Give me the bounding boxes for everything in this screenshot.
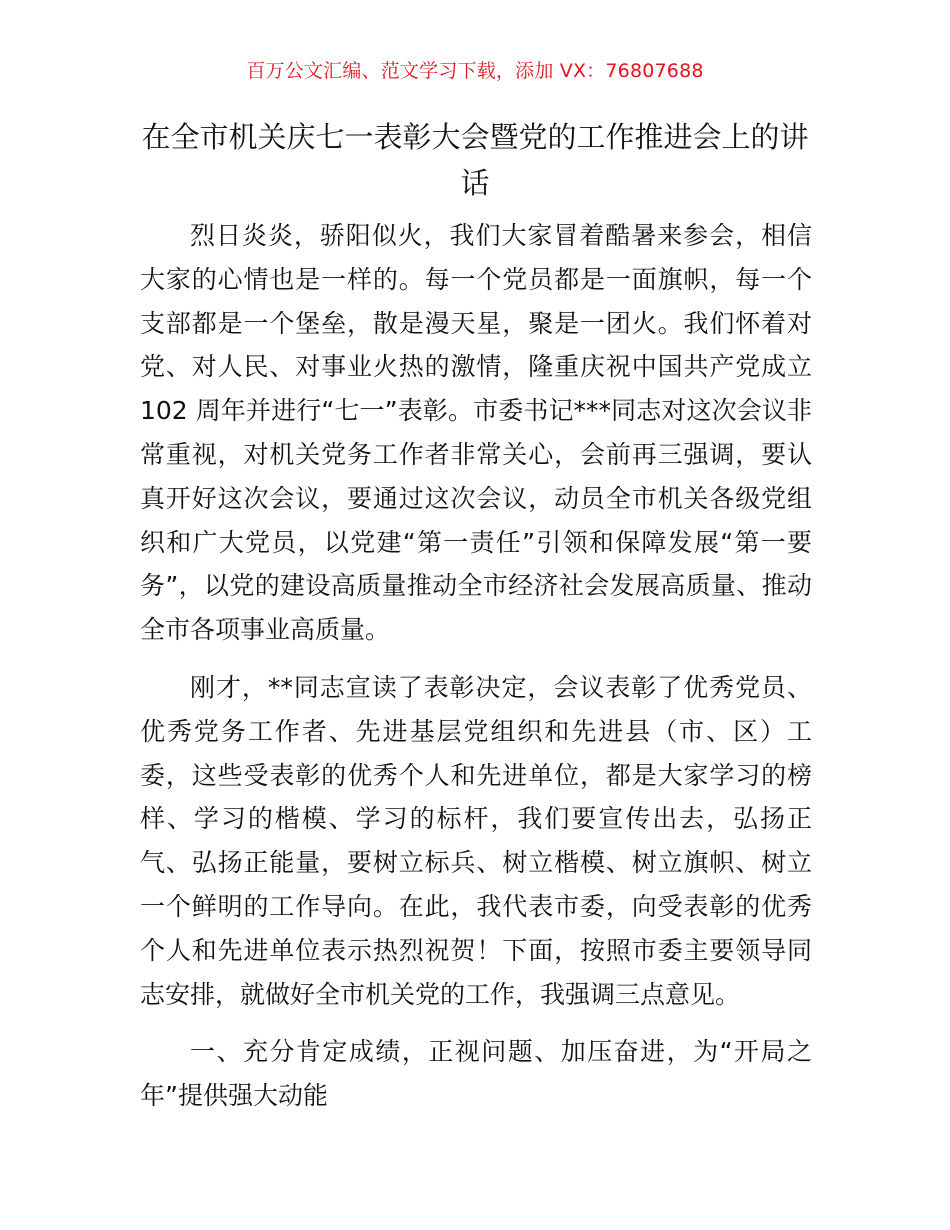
document-title: 在全市机关庆七一表彰大会暨党的工作推进会上的讲话: [141, 120, 809, 200]
paragraph-commendation: 刚才，**同志宣读了表彰决定，会议表彰了优秀党员、优秀党务工作者、先进基层党组织和先进县（市、区）工委，这些受表彰的优秀个人和先进单位，都是大家学习的榜样、学习的楷模、学习的标杆，我们要宣传出去，弘扬正气、弘扬正能量，要树立标兵、树立楷模、树立旗帜、树立一个鲜明的工作导向。在此，我代表市委，向受表彰的优秀个人和先进单位表示热烈祝贺！下面，按照市委主要领导同志安排，就做好全市机关党的工作，我强调三点意见。: [140, 672, 812, 1009]
paragraph-opening: 烈日炎炎，骄阳似火，我们大家冒着酷暑来参会，相信大家的心情也是一样的。每一个党员都是一面旗帜，每一个支部都是一个堡垒，散是漫天星，聚是一团火。我们怀着对党、对人民、对事业火热的激情，隆重庆祝中国共产党成立 102 周年并进行“七一”表彰。市委书记***同志对这次会议非常重视，对机关党务工作者非常关心，会前再三强调，要认真开好这次会议，要通过这次会议，动员全市机关各级党组织和广大党员，以党建“第一责任”引领和保障发展“第一要务”，以党的建设高质量推动全市经济社会发展高质量、推动全市各项事业高质量。: [140, 221, 812, 645]
watermark-header: 百万公文汇编、范文学习下载，添加 VX：76807688: [246, 60, 704, 82]
section-heading-1: 一、充分肯定成绩，正视问题、加压奋进，为“开局之年”提供强大动能: [140, 1037, 812, 1111]
document-body: [140, 214, 812, 1132]
